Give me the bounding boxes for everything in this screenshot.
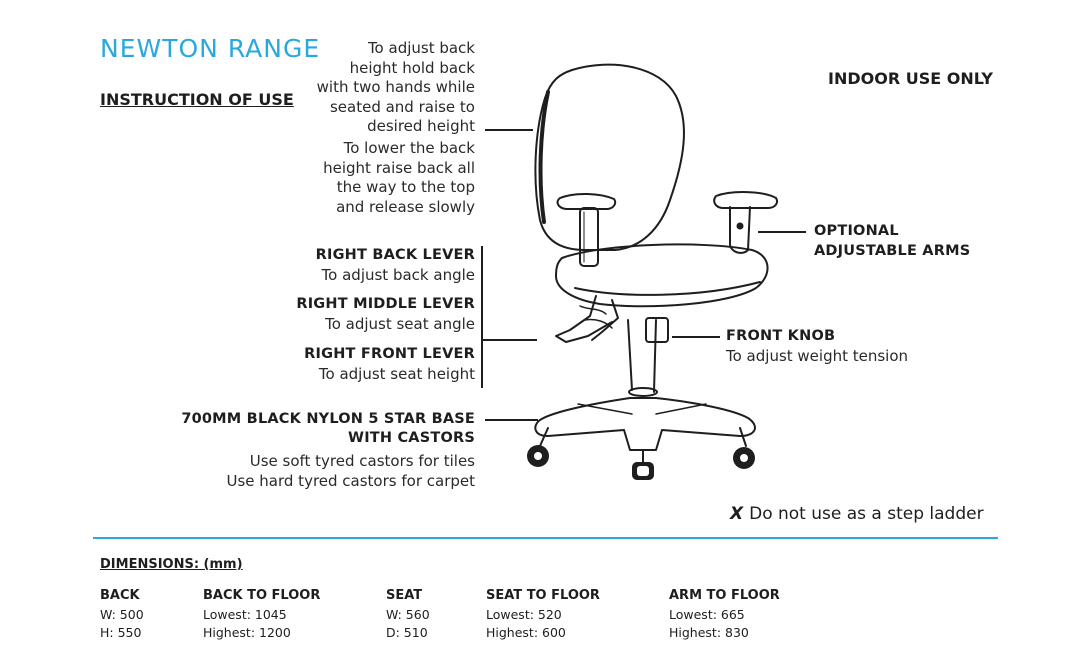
back-height-lower-text: To lower the back height raise back all the way to the top and release slowly — [323, 139, 475, 216]
base-heading: 700MM BLACK NYLON 5 STAR BASE WITH CASTORS — [181, 411, 475, 446]
dimension-seat: SEAT W: 560 D: 510 — [386, 588, 430, 640]
chair-arm-left — [558, 194, 616, 209]
chair-star-base — [535, 398, 755, 450]
arms-heading: OPTIONAL ADJUSTABLE ARMS — [814, 223, 971, 259]
base-description: Use soft tyred castors for tiles Use hard tyred castors for carpet — [226, 452, 475, 490]
chair-arm-right — [714, 192, 777, 208]
dimension-back: BACK W: 500 H: 550 — [100, 588, 144, 640]
indoor-use-notice: INDOOR USE ONLY — [828, 69, 994, 88]
cross-icon: X — [730, 504, 744, 524]
section-divider — [93, 537, 998, 539]
chair-seat — [556, 244, 768, 306]
dimension-seat-to-floor: SEAT TO FLOOR Lowest: 520 Highest: 600 — [486, 588, 600, 640]
lever-middle: RIGHT MIDDLE LEVER To adjust seat angle — [296, 296, 475, 333]
dimension-back-to-floor: BACK TO FLOOR Lowest: 1045 Highest: 1200 — [203, 588, 321, 640]
step-ladder-warning: X Do not use as a step ladder — [730, 504, 984, 524]
lever-front: RIGHT FRONT LEVER To adjust seat height — [304, 346, 475, 383]
back-height-raise-text: To adjust back height hold back with two hands while seated and raise to desired height — [316, 39, 475, 135]
chair-gas-lift — [628, 320, 632, 390]
dimensions-title: DIMENSIONS: (mm) — [100, 557, 243, 572]
lever-back: RIGHT BACK LEVER To adjust back angle — [315, 247, 475, 284]
brand-title: NEWTON RANGE — [100, 34, 321, 63]
instruction-title: INSTRUCTION OF USE — [100, 90, 294, 109]
dimension-arm-to-floor: ARM TO FLOOR Lowest: 665 Highest: 830 — [669, 588, 780, 640]
front-knob: FRONT KNOB To adjust weight tension — [726, 328, 909, 365]
chair-backrest — [535, 65, 684, 250]
